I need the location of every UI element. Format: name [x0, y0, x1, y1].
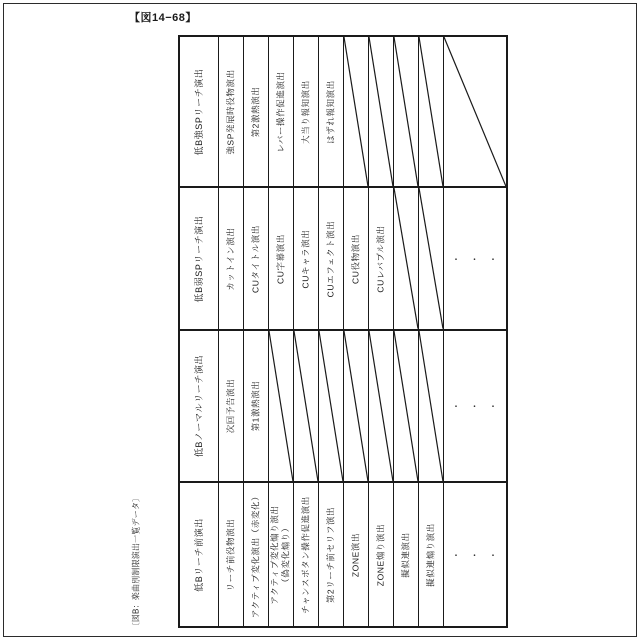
- performance-cell: [219, 483, 244, 626]
- band-header-cell: [180, 37, 219, 186]
- table-band: [180, 188, 506, 331]
- cell-label: CUキャラ演出: [300, 229, 311, 289]
- cell-label: 擬似連煽り演出: [425, 522, 436, 587]
- cell-label: CU字幕演出: [275, 233, 286, 284]
- empty-cell: [369, 37, 394, 186]
- performance-cell: [369, 188, 394, 329]
- diagonal-line: [394, 37, 418, 186]
- ellipsis-cell: [444, 483, 506, 626]
- performance-cell: [394, 483, 419, 626]
- cell-label: 強SP発展時役物演出: [225, 69, 236, 155]
- empty-cell: [319, 331, 344, 481]
- performance-cell: [269, 188, 294, 329]
- cell-label: 擬似連演出: [400, 531, 411, 578]
- cell-label: アクティブ変化演出（赤変化）: [250, 491, 261, 618]
- performance-cell: [244, 37, 269, 186]
- table-band: [180, 37, 506, 188]
- performance-cell: [294, 483, 319, 626]
- diagonal-line: [369, 37, 393, 186]
- figure-side-caption-text: 〔図B：楽曲別制限演出一覧データ〕: [131, 493, 141, 631]
- empty-cell: [269, 331, 294, 481]
- cell-label: CUタイトル演出: [250, 224, 261, 293]
- cell-label: ZONE煽り演出: [375, 523, 386, 586]
- cell-label: はずれ報知演出: [325, 79, 336, 144]
- empty-cell: [444, 37, 506, 186]
- figure-side-caption: [127, 493, 147, 631]
- band-header-cell: [180, 331, 219, 481]
- diagonal-line: [444, 37, 506, 186]
- diagonal-line: [394, 188, 418, 329]
- diagonal-line: [394, 331, 418, 481]
- cell-label: 低B弱SPリーチ演出: [193, 215, 204, 303]
- empty-cell: [419, 188, 444, 329]
- performance-cell: [219, 331, 244, 481]
- empty-cell: [419, 331, 444, 481]
- cell-label: 低B強SPリーチ演出: [193, 68, 204, 156]
- empty-cell: [394, 331, 419, 481]
- restriction-table: [178, 35, 508, 628]
- table-band: [180, 331, 506, 483]
- ellipsis-dots: ・ ・ ・: [451, 401, 499, 412]
- performance-cell: [244, 331, 269, 481]
- cell-label: 次回予告演出: [225, 378, 236, 434]
- cell-label: アクティブ変化煽り演出 （偽変化煽り）: [269, 505, 291, 605]
- performance-cell: [344, 188, 369, 329]
- cell-label: チャンスボタン操作促進演出: [300, 495, 311, 614]
- performance-cell: [294, 37, 319, 186]
- diagonal-line: [294, 331, 318, 481]
- diagonal-line: [419, 37, 443, 186]
- cell-label: 低Bリーチ前演出: [193, 517, 204, 592]
- empty-cell: [369, 331, 394, 481]
- diagonal-line: [419, 188, 443, 329]
- figure-title: 【図14−68】: [129, 12, 197, 24]
- performance-cell: [269, 37, 294, 186]
- cell-label: CUエフェクト演出: [325, 220, 336, 298]
- cell-label: CU役物演出: [350, 233, 361, 284]
- performance-cell: [244, 188, 269, 329]
- cell-label: カットイン演出: [225, 227, 236, 291]
- band-header-cell: [180, 483, 219, 626]
- diagonal-line: [344, 37, 368, 186]
- empty-cell: [394, 37, 419, 186]
- cell-label: 第2激熱演出: [250, 86, 261, 138]
- ellipsis-dots: ・ ・ ・: [451, 550, 499, 561]
- cell-label: ZONE演出: [350, 532, 361, 577]
- empty-cell: [344, 331, 369, 481]
- diagonal-line: [344, 331, 368, 481]
- ellipsis-cell: [444, 331, 506, 481]
- performance-cell: [319, 483, 344, 626]
- diagonal-line: [269, 331, 293, 481]
- diagonal-line: [419, 331, 443, 481]
- ellipsis-cell: [444, 188, 506, 329]
- performance-cell: [369, 483, 394, 626]
- cell-label: 大当り報知演出: [300, 79, 311, 144]
- performance-cell: [219, 188, 244, 329]
- empty-cell: [419, 37, 444, 186]
- empty-cell: [394, 188, 419, 329]
- diagonal-line: [319, 331, 343, 481]
- cell-label: リーチ前役物演出: [225, 518, 236, 592]
- cell-label: 第1激熱演出: [250, 380, 261, 432]
- band-header-cell: [180, 188, 219, 329]
- cell-label: 低Bノーマルリーチ演出: [193, 355, 204, 458]
- diagonal-line: [369, 331, 393, 481]
- empty-cell: [344, 37, 369, 186]
- cell-label: 第2リーチ前セリフ演出: [325, 506, 336, 603]
- performance-cell: [269, 483, 294, 626]
- cell-label: CUレバブル演出: [375, 225, 386, 293]
- table-band: [180, 483, 506, 626]
- performance-cell: [244, 483, 269, 626]
- performance-cell: [319, 37, 344, 186]
- performance-cell: [344, 483, 369, 626]
- ellipsis-dots: ・ ・ ・: [451, 254, 499, 265]
- performance-cell: [219, 37, 244, 186]
- cell-label: レバー操作促進演出: [275, 71, 286, 153]
- performance-cell: [419, 483, 444, 626]
- empty-cell: [294, 331, 319, 481]
- performance-cell: [294, 188, 319, 329]
- performance-cell: [319, 188, 344, 329]
